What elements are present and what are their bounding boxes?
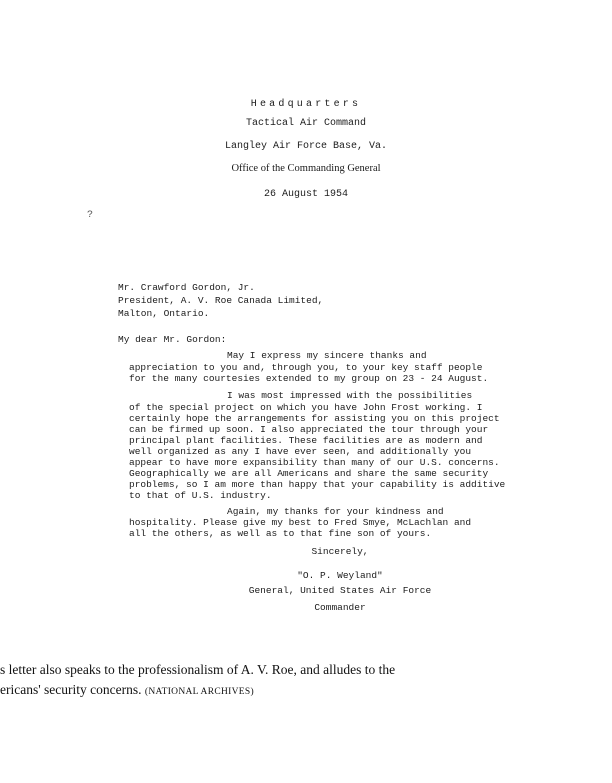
paragraph-line: problems, so I am more than happy that your capability is additive xyxy=(129,479,506,490)
caption-text: ericans' security concerns. xyxy=(0,682,142,697)
margin-mark: ? xyxy=(87,210,94,221)
letter-date: 26 August 1954 xyxy=(263,189,348,200)
recipient-line: Malton, Ontario. xyxy=(118,308,210,319)
recipient-line: Mr. Crawford Gordon, Jr. xyxy=(118,282,255,293)
paragraph-line: May I express my sincere thanks and xyxy=(227,350,427,361)
signer-name: "O. P. Weyland" xyxy=(297,570,383,581)
paragraph-line: Geographically we are all Americans and share the same security xyxy=(129,468,489,479)
signer-title: General, United States Air Force xyxy=(248,585,432,596)
paragraph-line: certainly hope the arrangements for assisting you on this project xyxy=(129,413,500,424)
paragraph-line: all the others, as well as to that fine son of yours. xyxy=(129,528,432,539)
paragraph-line: well organized as any I have ever seen, and additionally you xyxy=(129,446,472,457)
letterhead-headquarters: Headquarters xyxy=(250,99,362,110)
paragraph-line: Again, my thanks for your kindness and xyxy=(227,506,444,517)
paragraph-line: to that of U.S. industry. xyxy=(129,490,272,501)
paragraph-line: appreciation to you and, through you, to your key staff people xyxy=(129,362,483,373)
paragraph-line: for the many courtesies extended to my group on 23 - 24 August. xyxy=(129,373,489,384)
paragraph-line: principal plant facilities. These facilities are as modern and xyxy=(129,435,483,446)
paragraph-line: I was most impressed with the possibilities xyxy=(227,390,473,401)
caption-line-2 xyxy=(0,682,612,698)
paragraph-line: appear to have more expansibility than many of our U.S. concerns. xyxy=(129,457,500,468)
paragraph-line: of the special project on which you have John Frost working. I xyxy=(129,402,483,413)
salutation: My dear Mr. Gordon: xyxy=(118,334,227,345)
caption-source: (NATIONAL ARCHIVES) xyxy=(144,687,254,697)
letterhead-command: Tactical Air Command xyxy=(245,118,367,129)
signer-role: Commander xyxy=(314,602,366,613)
paragraph-line: hospitality. Please give my best to Fred Smye, McLachlan and xyxy=(129,517,472,528)
recipient-line: President, A. V. Roe Canada Limited, xyxy=(118,295,324,306)
letterhead-office: Office of the Commanding General xyxy=(231,163,381,174)
caption-line-1: s letter also speaks to the professionalism of A. V. Roe, and alludes to the xyxy=(0,662,396,677)
letterhead-base: Langley Air Force Base, Va. xyxy=(224,141,388,152)
paragraph-line: can be firmed up soon. I also appreciated the tour through your xyxy=(129,424,489,435)
closing-sincerely: Sincerely, xyxy=(311,546,369,557)
